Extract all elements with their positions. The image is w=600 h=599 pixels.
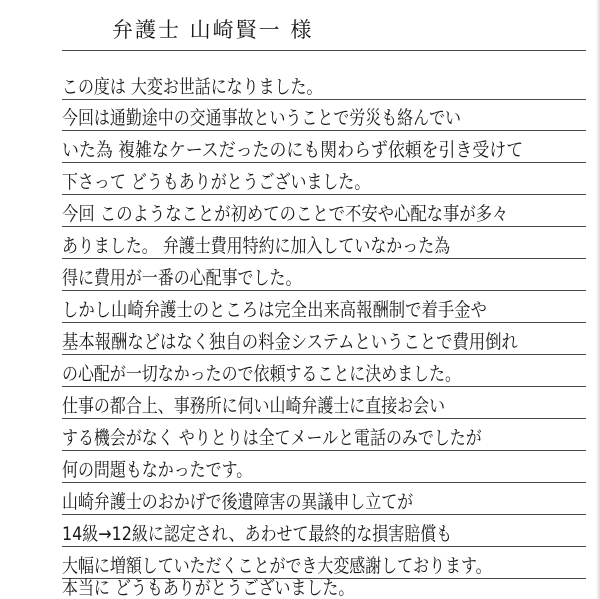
letter-line: 大幅に増額していただくことができ大変感謝しております。 bbox=[62, 555, 492, 577]
letter-line: する機会がなく やりとりは全てメールと電話のみでしたが bbox=[62, 427, 482, 449]
ruled-line bbox=[62, 50, 586, 51]
page-edge-shadow bbox=[596, 0, 600, 599]
ruled-line bbox=[62, 450, 586, 451]
ruled-line bbox=[62, 418, 586, 419]
ruled-line bbox=[62, 546, 586, 547]
ruled-line bbox=[62, 386, 586, 387]
letter-line: ありました。 弁護士費用特約に加入していなかった為 bbox=[62, 235, 451, 257]
ruled-line bbox=[62, 322, 586, 323]
letter-salutation: 弁護士 山崎賢一 様 bbox=[112, 18, 314, 42]
ruled-line bbox=[62, 226, 586, 227]
letter-line: 本当に どうもありがとうございました。 bbox=[62, 577, 355, 599]
letter-line: 何の問題もなかったです。 bbox=[62, 459, 253, 481]
letter-line: 下さって どうもありがとうございました。 bbox=[62, 171, 371, 193]
ruled-line bbox=[62, 514, 586, 515]
ruled-line bbox=[62, 162, 586, 163]
ruled-line bbox=[62, 99, 586, 100]
letter-line: いた為 複雑なケースだったのにも関わらず依頼を引き受けて bbox=[62, 139, 524, 161]
letter-line: 得に費用が一番の心配事でした。 bbox=[62, 267, 302, 289]
letter-line: 山崎弁護士のおかげで後遺障害の異議申し立てが bbox=[62, 491, 414, 513]
letter-line: この度は 大変お世話になりました。 bbox=[62, 76, 323, 98]
letter-line: 基本報酬などはなく独自の料金システムということで費用倒れ bbox=[62, 331, 518, 353]
letter-line: しかし山崎弁護士のところは完全出来高報酬制で着手金や bbox=[62, 299, 487, 321]
ruled-line bbox=[62, 482, 586, 483]
ruled-line bbox=[62, 290, 586, 291]
letter-line: 今回 このようなことが初めてのことで不安や心配な事が多々 bbox=[62, 203, 509, 225]
letter-line: 14級→12級に認定され、あわせて最終的な損害賠償も bbox=[62, 523, 453, 545]
ruled-line bbox=[62, 194, 586, 195]
ruled-line bbox=[62, 354, 586, 355]
ruled-line bbox=[62, 130, 586, 131]
letter-line: 仕事の都合上、事務所に伺い山崎弁護士に直接お会い bbox=[62, 395, 446, 417]
letter-line: の心配が一切なかったので依頼することに決めました。 bbox=[62, 363, 462, 385]
ruled-line bbox=[62, 258, 586, 259]
letter-line: 今回は通勤途中の交通事故ということで労災も絡んでい bbox=[62, 107, 462, 129]
